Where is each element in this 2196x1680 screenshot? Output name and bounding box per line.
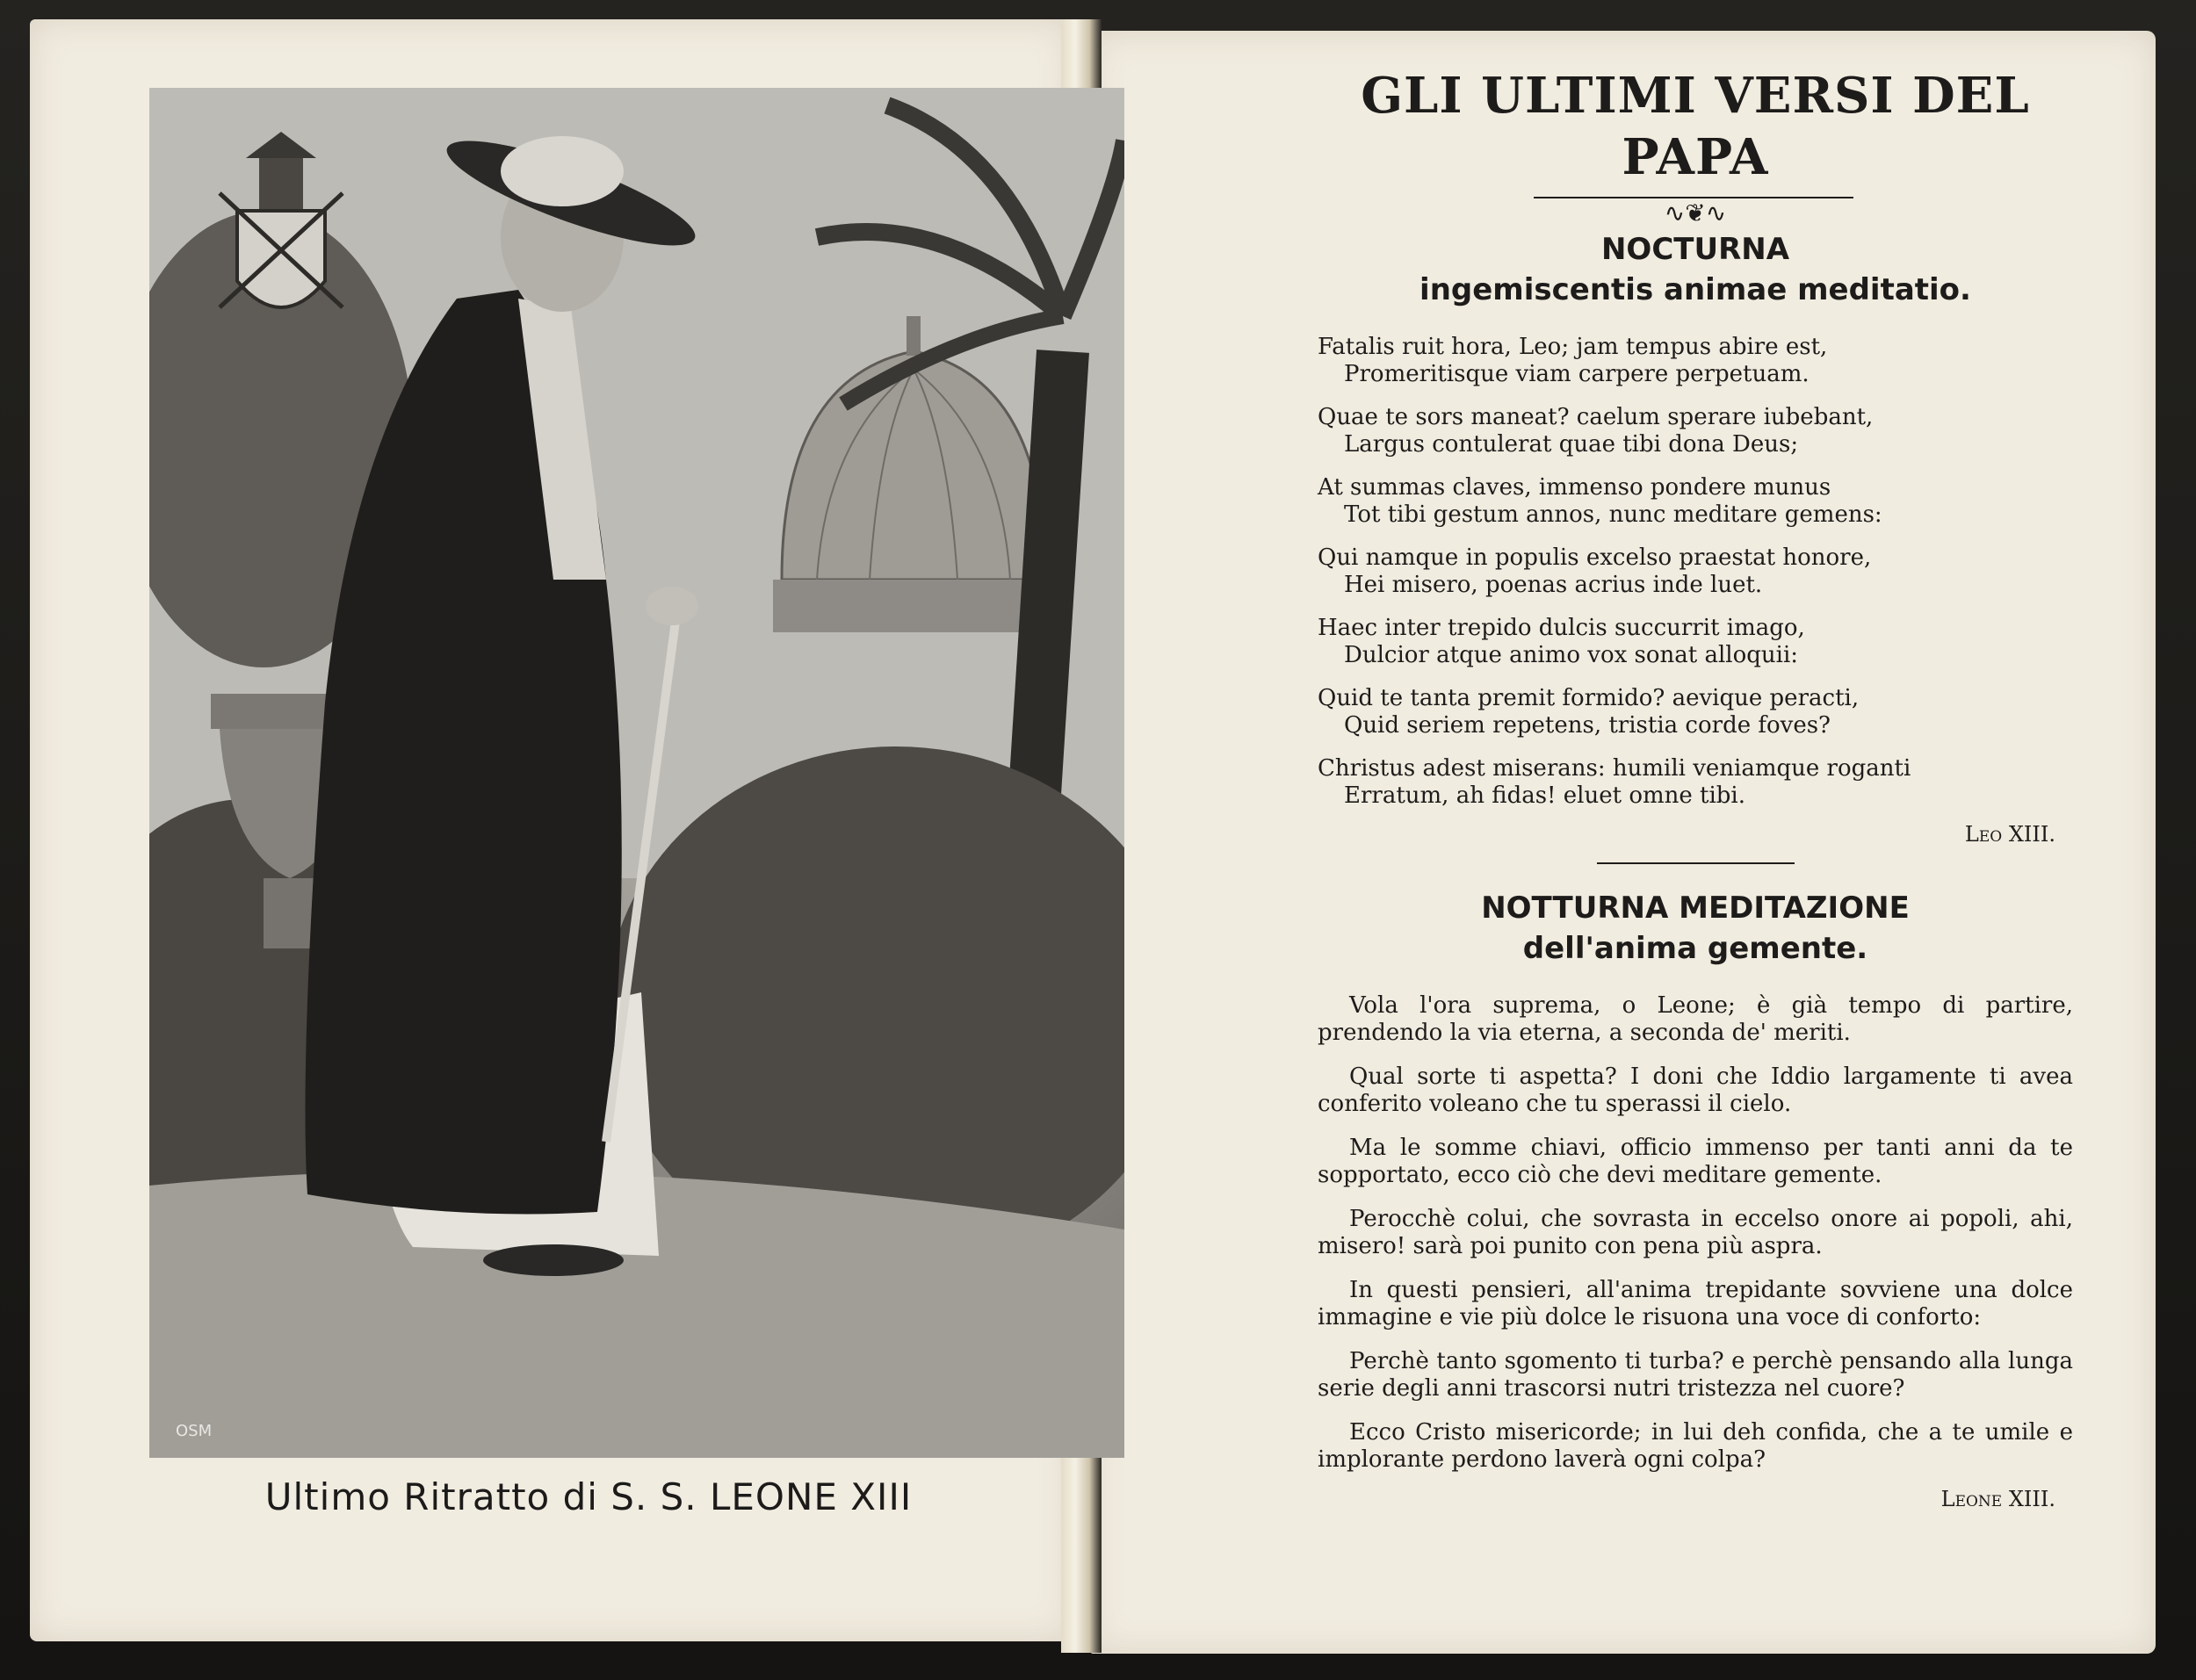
page-title: GLI ULTIMI VERSI DEL PAPA [1361, 67, 2030, 186]
italian-translation [1318, 992, 2073, 1474]
portrait-caption: Ultimo Ritratto di S. S. LEONE XIII [264, 1475, 913, 1518]
latin-stanza: Christus adest miserans: humili veniamque roganti Erratum, ah fidas! eluet omne tibi. [1318, 755, 1911, 809]
portrait-illustration [149, 88, 1124, 1458]
artist-signature: OSM [176, 1422, 213, 1440]
italian-paragraph: Vola l'ora suprema, o Leone; è già tempo di partire, prendendo la via eterna, a seconda de' meriti. [1318, 992, 2073, 1046]
italian-subtitle: dell'anima gemente. [1522, 931, 1868, 966]
italian-paragraph: Ecco Cristo misericorde; in lui deh confida, che a te umile e implorante perdono laverà ogni colpa? [1318, 1419, 2073, 1473]
latin-stanza: Quid te tanta premit formido? aevique peracti, Quid seriem repetens, tristia corde foves? [1318, 685, 1860, 739]
flourish-icon: ∿❦∿ [1664, 198, 1727, 227]
latin-subtitle: ingemiscentis animae meditatio. [1419, 272, 1971, 307]
latin-stanza: Haec inter trepido dulcis succurrit imago, Dulcior atque animo vox sonat alloquii: [1318, 615, 1805, 668]
poem-column [1318, 65, 2073, 1511]
italian-paragraph: Perocchè colui, che sovrasta in eccelso onore ai popoli, ahi, misero! sarà poi punito con pena più aspra. [1318, 1206, 2073, 1259]
latin-stanza: Qui namque in populis excelso praestat honore, Hei misero, poenas acrius inde luet. [1318, 544, 1872, 598]
latin-stanza: Quae te sors maneat? caelum sperare iubebant, Largus contulerat quae tibi dona Deus; [1318, 404, 1874, 458]
italian-paragraph: Qual sorte ti aspetta? I doni che Iddio largamente ti avea conferito voleano che tu sperassi il cielo. [1318, 1064, 2073, 1117]
italian-paragraph: Perchè tanto sgomento ti turba? e perchè pensando alla lunga serie degli anni trascorsi nutri tristezza nel cuore? [1318, 1348, 2073, 1402]
italian-signature: Leone XIII. [1940, 1487, 2055, 1511]
latin-verses [1318, 334, 2073, 810]
latin-signature: Leo XIII. [1964, 822, 2055, 847]
latin-stanza: At summas claves, immenso pondere munus Tot tibi gestum annos, nunc meditare gemens: [1318, 474, 1882, 528]
latin-stanza: Fatalis ruit hora, Leo; jam tempus abire est, Promeritisque viam carpere perpetuam. [1318, 334, 1828, 387]
pope-portrait-image [149, 88, 1124, 1458]
italian-paragraph: Ma le somme chiavi, officio immenso per tanti anni da te sopportato, ecco ciò che devi meditare gemente. [1318, 1135, 2073, 1188]
latin-title: NOCTURNA [1600, 232, 1790, 267]
section-divider [1597, 862, 1795, 864]
italian-title: NOTTURNA MEDITAZIONE [1481, 890, 1910, 926]
title-ornament [1318, 188, 2073, 232]
italian-paragraph: In questi pensieri, all'anima trepidante sovviene una dolce immagine e vie più dolce le risuona una voce di conforto: [1318, 1277, 2073, 1330]
